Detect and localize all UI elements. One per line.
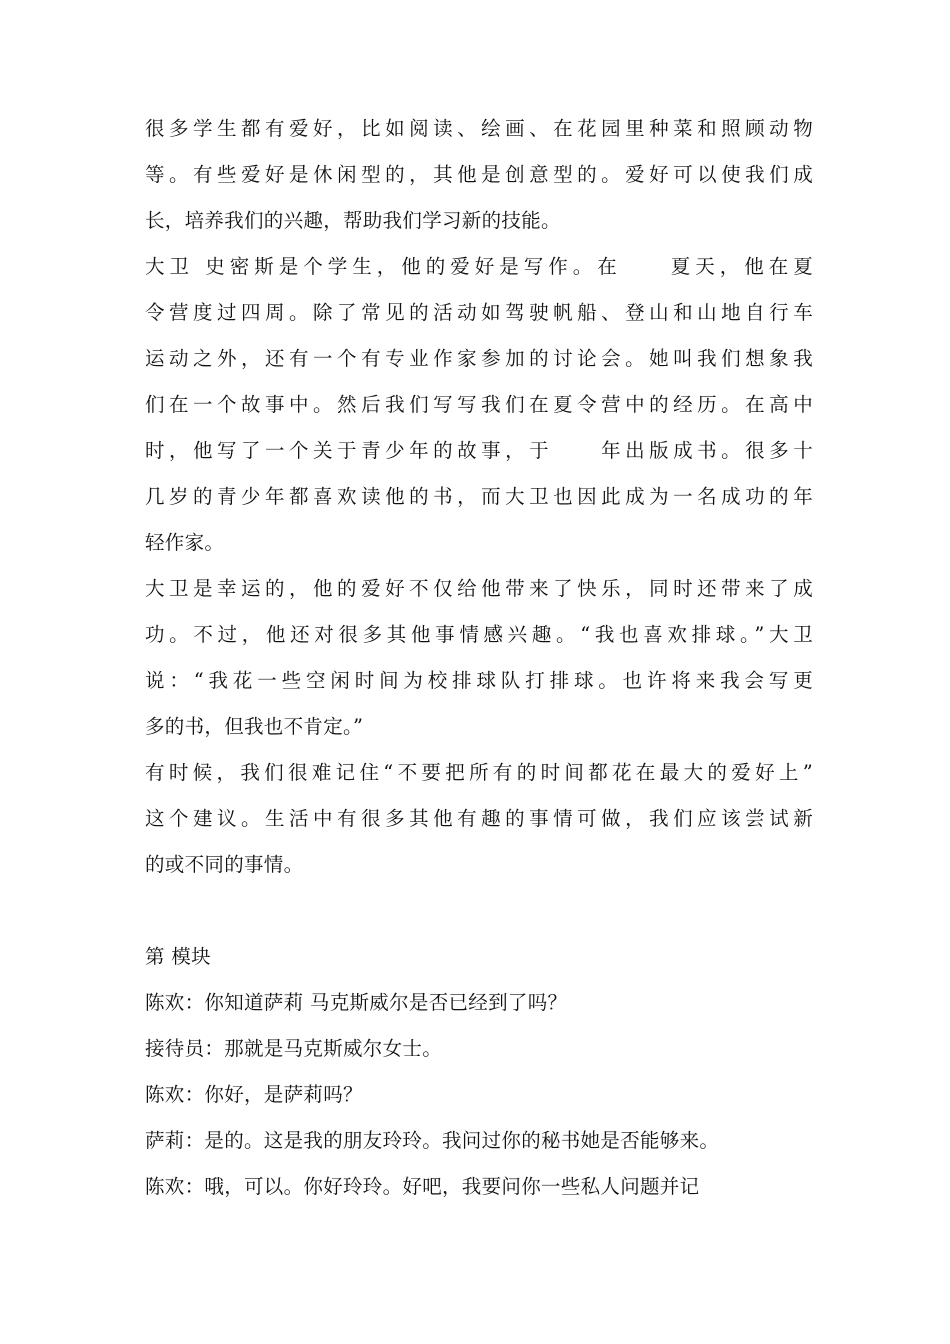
- text-line: 大卫是幸运的，他的爱好不仅给他带来了快乐，同时还带来了成: [145, 577, 813, 600]
- text-line: 很多学生都有爱好，比如阅读、绘画、在花园里种菜和照顾动物: [145, 117, 813, 140]
- text-line: 令营度过四周。除了常见的活动如驾驶帆船、登山和山地自行车: [145, 301, 813, 324]
- text-line: 的或不同的事情。: [145, 853, 304, 876]
- dialogue-line: 萨莉：是的。这是我的朋友玲玲。我问过你的秘书她是否能够来。: [145, 1129, 720, 1152]
- module-heading: 第 模块: [145, 945, 211, 968]
- paragraph-david-smith: [145, 244, 813, 566]
- dialogue-line: 接待员：那就是马克斯威尔女士。: [145, 1037, 443, 1060]
- dialogue-line: 陈欢：哦，可以。你好玲玲。好吧，我要问你一些私人问题并记: [145, 1175, 700, 1198]
- text-line: 有时候，我们很难记住“不要把所有的时间都花在最大的爱好上”: [145, 761, 813, 784]
- text-line: 多的书，但我也不肯定。”: [145, 715, 364, 738]
- paragraph-advice: [145, 750, 813, 888]
- dialogue: [145, 980, 813, 1210]
- text-line: 说：“我花一些空闲时间为校排球队打排球。也许将来我会写更: [145, 669, 813, 692]
- text-line: 几岁的青少年都喜欢读他的书，而大卫也因此成为一名成功的年: [145, 485, 813, 508]
- document-body: [145, 106, 813, 1210]
- dialogue-line: 陈欢：你知道萨莉 马克斯威尔是否已经到了吗？: [145, 991, 568, 1014]
- text-line: 时，他写了一个关于青少年的故事，于 年出版成书。很多十: [145, 439, 813, 462]
- text-line: 长，培养我们的兴趣，帮助我们学习新的技能。: [145, 209, 561, 232]
- text-line: 这个建议。生活中有很多其他有趣的事情可做，我们应该尝试新: [145, 807, 813, 830]
- text-line: 运动之外，还有一个有专业作家参加的讨论会。她叫我们想象我: [145, 347, 813, 370]
- paragraph-hobbies-intro: [145, 106, 813, 244]
- text-line: 们在一个故事中。然后我们写写我们在夏令营中的经历。在高中: [145, 393, 813, 416]
- text-line: 功。不过，他还对很多其他事情感兴趣。“我也喜欢排球。”大卫: [145, 623, 813, 646]
- text-line: 轻作家。: [145, 531, 225, 554]
- section-spacer: [145, 888, 813, 934]
- text-line: 大卫 史密斯是个学生，他的爱好是写作。在 夏天，他在夏: [145, 255, 813, 278]
- text-line: 等。有些爱好是休闲型的，其他是创意型的。爱好可以使我们成: [145, 163, 813, 186]
- dialogue-line: 陈欢：你好，是萨莉吗？: [145, 1083, 363, 1106]
- paragraph-david-lucky: [145, 566, 813, 750]
